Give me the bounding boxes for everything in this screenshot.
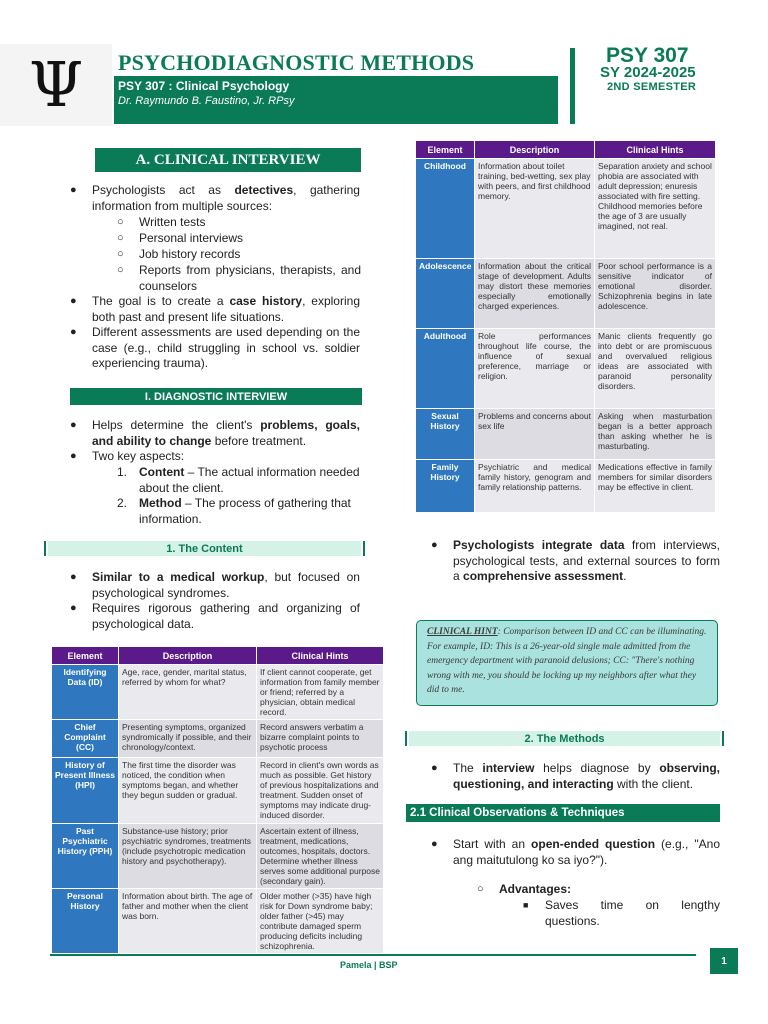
history-table-left [51,646,384,954]
bullet-open-ended: ● Start with an open-ended question (e.g., "Ano ang maitutulong ko sa iyo?"). [431,837,720,867]
advantages-label: ○ Advantages: [477,882,572,896]
section-a-title: A. CLINICAL INTERVIEW [95,148,361,172]
table-row [416,460,716,513]
footer-author: Pamela | BSP [340,960,398,970]
description-cell: Role performances throughout life course, the influence of sexual preference, marriage or religion. [475,329,595,409]
semester: 2ND SEMESTER [607,81,697,93]
description-cell: Age, race, gender, marital status, referred by whom for what? [119,665,257,720]
header-divider [570,48,575,124]
source-reports: ○ Reports from physicians, therapists, and counselors [117,263,361,293]
element-cell: Childhood [416,159,475,259]
history-table-right [415,140,716,513]
element-cell: Past Psychiatric History (PPH) [52,824,119,889]
school-year: SY 2024-2025 [600,64,696,81]
hints-cell: Ascertain extent of illness, treatment, medications, outcomes, hospitals, doctors. Determine whether illness serves some additional purpose (secondary gain). [257,824,384,889]
description-cell: Information about toilet training, bed-wetting, sex play with peers, and first childhood memory. [475,159,595,259]
table-row [416,259,716,329]
col-header-element: Element [52,647,119,665]
logo-box [0,44,112,126]
hints-cell: Asking when masturbation began is a better approach than asking whether he is masturbating. [595,409,716,460]
col-header-hints: Clinical Hints [257,647,384,665]
bullet-rigorous-gathering: ● Requires rigorous gathering and organizing of psychological data. [70,601,360,631]
table-row [416,329,716,409]
aspect-method: 2. Method – The process of gathering that information. [117,496,351,526]
clinical-hint-label: CLINICAL HINT [427,627,498,637]
element-cell: Adolescence [416,259,475,329]
description-cell: Psychiatric and medical family history, genogram and family relationship patterns. [475,460,595,513]
bullet-medical-workup: ● Similar to a medical workup, but focused on psychological syndromes. [70,570,360,600]
description-cell: Information about birth. The age of father and mother when the client was born. [119,889,257,954]
observations-title: 2.1 Clinical Observations & Techniques [406,804,720,822]
element-cell: Identifying Data (ID) [52,665,119,720]
clinical-hint-box [416,620,718,706]
description-cell: The first time the disorder was noticed, the condition when symptoms began, and whether they begun sudden or gradual. [119,758,257,824]
content-subheader: 1. The Content [48,541,361,556]
table-row [52,824,384,889]
description-cell: Problems and concerns about sex life [475,409,595,460]
hints-cell: If client cannot cooperate, get information from family member or friend; referred by a physician, obtain medical record. [257,665,384,720]
bullet-two-aspects: ● Two key aspects: [70,449,185,463]
description-cell: Substance-use history; prior psychiatric syndromes, treatments (include psychotropic medication history and psychotherapy). [119,824,257,889]
source-personal-interviews: ○ Personal interviews [117,231,244,245]
element-cell: Sexual History [416,409,475,460]
footer-rule [50,954,696,956]
element-cell: History of Present Illness (HPI) [52,758,119,824]
hints-cell: Separation anxiety and school phobia are associated with adult depression; enuresis associated with fire setting. Childhood memories before the age of 3 are usually imagined, not real. [595,159,716,259]
course-name: PSY 307 : Clinical Psychology [118,79,290,93]
source-written-tests: ○ Written tests [117,215,206,229]
col-header-description: Description [475,141,595,159]
bullet-case-history: ● The goal is to create a case history, exploring both past and present life situations. [70,294,360,324]
advantage-saves-time: ■ Saves time on lengthy questions. [523,898,720,928]
hints-cell: Poor school performance is a sensitive indicator of emotional disorder. Schizophrenia begins in late adolescence. [595,259,716,329]
element-cell: Personal History [52,889,119,954]
diagnostic-interview-title: I. DIAGNOSTIC INTERVIEW [70,388,362,405]
col-header-hints: Clinical Hints [595,141,716,159]
element-cell: Chief Complaint (CC) [52,720,119,758]
description-cell: Information about the critical stage of development. Adults may distort these memories especially emotionally charged experiences. [475,259,595,329]
element-cell: Family History [416,460,475,513]
hints-cell: Record in client's own words as much as possible. Get history of previous hospitalizations and treatment. Sudden onset of symptoms may indicate drug-induced disorder. [257,758,384,824]
clinical-hint-text: : Comparison between ID and CC can be illuminating. For example, ID: This is a 26-year-old single male admitted from the emergency department with paranoid delusions; CC: "There's nothing wrong with me, you should be locking up my neighbors after what they did to me. [427,627,707,695]
hints-cell: Older mother (>35) have high risk for Down syndrome baby; older father (>45) may contribute damaged sperm producing deficits including schizophrenia. [257,889,384,954]
source-job-history: ○ Job history records [117,247,241,261]
col-header-element: Element [416,141,475,159]
course-code: PSY 307 [606,44,689,67]
element-cell: Adulthood [416,329,475,409]
table-row [52,758,384,824]
methods-subheader: 2. The Methods [409,731,720,746]
psi-logo: Ψ [28,48,84,121]
hints-cell: Record answers verbatim a bizarre complaint points to psychotic process [257,720,384,758]
bullet-integrate-data: ● Psychologists integrate data from interviews, psychological tests, and external sources to form a comprehensive assessment. [431,538,720,583]
table-row [416,159,716,259]
bullet-interview-diagnose: ● The interview helps diagnose by observing, questioning, and interacting with the client. [431,761,721,791]
bullet-detectives: ● Psychologists act as detectives, gathering information from multiple sources: [70,183,360,213]
aspect-content: 1. Content – The actual information needed about the client. [117,465,360,495]
hints-cell: Manic clients frequently go into debt or are promiscuous and overvalued religious ideas are associated with paranoid personality disorders. [595,329,716,409]
hints-cell: Medications effective in family members for similar disorders may be effective in client. [595,460,716,513]
professor-name: Dr. Raymundo B. Faustino, Jr. RPsy [118,95,295,107]
document-title: PSYCHODIAGNOSTIC METHODS [118,50,475,75]
bullet-determine-problems: ● Helps determine the client's problems, goals, and ability to change before treatment. [70,418,360,448]
table-row [52,889,384,954]
table-row [416,409,716,460]
table-row [52,720,384,758]
col-header-description: Description [119,647,257,665]
table-row [52,665,384,720]
bullet-assessments: ● Different assessments are used depending on the case (e.g., child struggling in school vs. soldier experiencing trauma). [70,325,360,370]
page-number: 1 [710,948,738,974]
description-cell: Presenting symptoms, organized syndromically if possible, and their chronology/context. [119,720,257,758]
